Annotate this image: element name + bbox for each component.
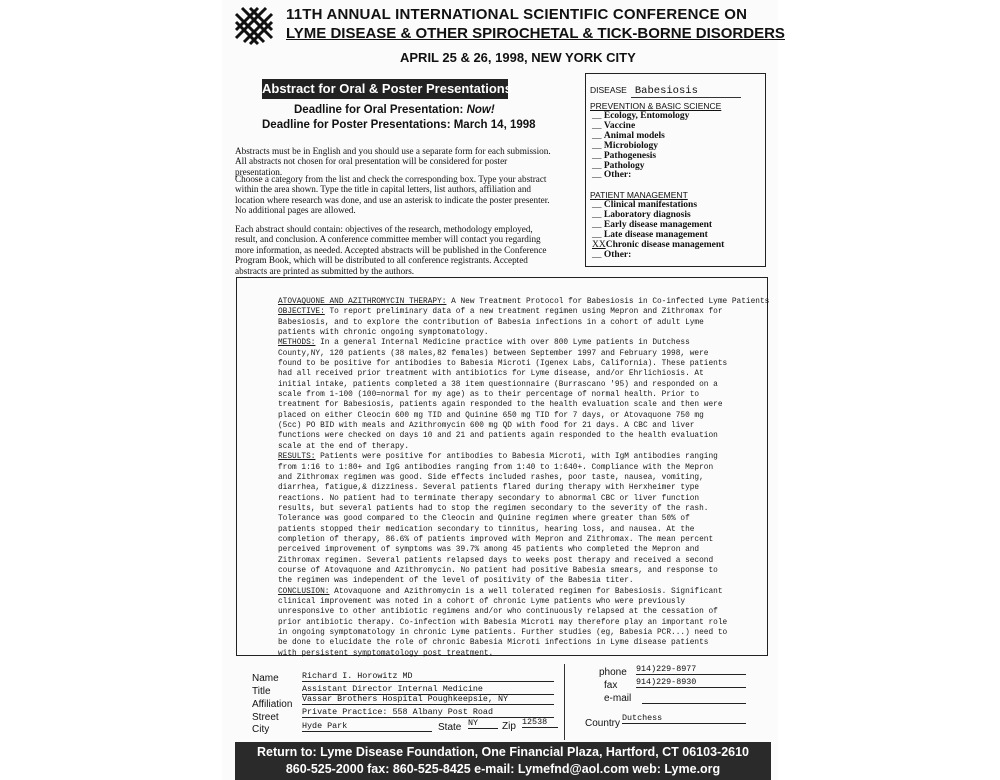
category-checkbox-item[interactable]: __ Pathogenesis	[592, 152, 689, 162]
instructions-paragraph-2: Choose a category from the list and check the corresponding box. Type your abstract within the area shown. Type the title in capital letters, list authors, affiliation and location where research was done, and use an asterisk to indicate the poster presenter. No additional pages are allowed.	[235, 174, 550, 216]
category-checkbox-item[interactable]: __ Ecology, Entomology	[592, 112, 689, 122]
email-label: e-mail	[604, 693, 632, 704]
disease-field	[590, 80, 741, 98]
category-checkbox-item[interactable]: __ Other:	[592, 171, 689, 181]
name-field[interactable]: Richard I. Horowitz MD	[302, 671, 554, 682]
return-address-footer	[235, 742, 771, 780]
abstract-text	[278, 297, 770, 659]
zip-field[interactable]: 12538	[522, 717, 558, 728]
instructions-paragraph-3: Each abstract should contain: objectives of the research, methodology employed, result, and conclusion. A conference committee member will contact you regarding more information, as needed. Accepted abstracts will be published in the Conference Program Book, which will be distributed to all conference registrants. Accepted abstracts are printed as submitted by the authors.	[235, 224, 547, 276]
abstract-title: ATOVAQUONE AND AZITHROMYCIN THERAPY: A New Treatment Protocol for Babesiosis in Co-infected Lyme Patients	[278, 298, 770, 306]
phone-label: phone	[599, 667, 627, 678]
abstract-conclusion: CONCLUSION: Atovaquone and Azithromycin is a well tolerated regimen for Babesiosis. Significant clinical improvement was noted in a cohort of chronic Lyme patients who were previously unresponsive to other antibiotic regimens and/or who continuously relapsed at the cessation of prior antibiotic therapy. Co-infection with Babesia Microti may therefore play an important role in ongoing symptomatology in chronic Lyme patients. Further studies (eg, Babesia PCR...) need to be done to elucidate the role of chronic Babesia Microti infections in Lyme disease patients with persistent symptomatology post treatment.	[278, 587, 728, 658]
state-field[interactable]: NY	[468, 718, 498, 729]
category-checkbox-item[interactable]: __ Laboratory diagnosis	[592, 211, 724, 221]
disease-label: DISEASE	[590, 85, 627, 95]
footer-contact: 860-525-2000 fax: 860-525-8425 e-mail: Lymefnd@aol.com web: Lyme.org	[285, 762, 721, 776]
category-checkbox-item[interactable]: __ Vaccine	[592, 122, 689, 132]
instructions-paragraph-1: Abstracts must be in English and you should use a separate form for each submission. All abstracts not chosen for oral presentation will be considered for poster presentation.	[235, 146, 551, 177]
conference-dates: APRIL 25 & 26, 1998, NEW YORK CITY	[400, 50, 636, 65]
prevention-title: PREVENTION & BASIC SCIENCE	[590, 101, 722, 111]
patient-management-title: PATIENT MANAGEMENT	[590, 190, 688, 200]
name-label: Name	[252, 673, 279, 684]
abstract-banner: Abstract for Oral & Poster Presentations	[262, 79, 508, 99]
category-checkbox-item[interactable]: __ Pathology	[592, 162, 689, 172]
poster-deadline: Deadline for Poster Presentations: March 14, 1998	[262, 119, 536, 131]
category-checkbox-item[interactable]: XX Chronic disease management	[592, 241, 724, 251]
prevention-checklist	[592, 112, 689, 181]
email-field[interactable]	[642, 693, 746, 704]
oral-deadline: Deadline for Oral Presentation: Now!	[294, 104, 495, 116]
country-field[interactable]: Dutchess	[622, 713, 746, 724]
fax-field[interactable]: 914)229-8930	[636, 677, 746, 688]
form-divider	[564, 664, 565, 740]
category-checkbox-item[interactable]: __ Late disease management	[592, 231, 724, 241]
conference-title-line2: LYME DISEASE & OTHER SPIROCHETAL & TICK-BORNE DISORDERS	[286, 25, 785, 42]
abstract-objective: OBJECTIVE: To report preliminary data of a new treatment regimen using Mepron and Zithromax for Babesiosis, and to explore the contribution of Babesia infections in a cohort of adult Lyme patients with chronic ongoing symptomatology.	[278, 308, 723, 338]
state-label: State	[438, 722, 462, 733]
conference-title-line1: 11TH ANNUAL INTERNATIONAL SCIENTIFIC CONFERENCE ON	[286, 6, 748, 23]
street-label: Street	[252, 712, 279, 723]
title-field[interactable]: Assistant Director Internal Medicine	[302, 684, 554, 695]
abstract-results: RESULTS: Patients were positive for antibodies to Babesia Microti, with IgM antibodies ranging from 1:16 to 1:80+ and IgG antibodies ranging from 1:40 to 1:640+. Compliance with the Mepron and Zithromax regimen was good. Side effects included rashes, poor taste, nausea, vomiting, diarrhea, fatigue,& dizziness. Several patients flared during therapy with Herxheimer type reactions. No patient had to terminate therapy secondary to abnormal CBC or liver function results, but several patients had to stop the regimen secondary to the severity of the rash. Tolerance was good compared to the Cleocin and Quinine regimen where greater than 50% of patients stopped their medication secondary to tinnitus, hearing loss, and nausea. At the completion of therapy, 86.6% of patients improved with Mepron and Zithromax. The mean percent perceived improvement of symptoms was 39.7% among 45 patients who completed the Mepron and Zithromax regimen. Several patients relapsed days to weeks post therapy and received a second course of Atovaquone and Azithromycin. No patient had positive Babesia smears, and response to the regimen was independent of the level of positivity of the Babesia titer.	[278, 453, 718, 586]
abstract-methods: METHODS: In a general Internal Medicine practice with over 800 Lyme patients in Dutchess County,NY, 120 patients (38 males,82 females) between September 1997 and February 1998, were found to be positive for antibodies to Babesia Microti (Igenex Labs, California). These patients had all received prior treatment with antibiotics for Lyme disease, and/or Ehrlichiosis. At initial intake, patients completed a 38 item questionnaire (Burrascano '95) and responded on a scale from 1-100 (100=normal for my age) as to their percentage of normal health. Prior to treatment for Babesiosis, patients again responded to the health evaluation scale and then were placed on either Cleocin 600 mg TID and Quinine 650 mg TID for 7 days, or Atovaquone 750 mg (5cc) PO BID with meals and Azithromycin 600 mg QD with food for 21 days. A CBC and liver functions were checked on days 10 and 21 and patients again responded to the health evaluation scale at the end of therapy.	[278, 339, 728, 451]
affiliation-field[interactable]: Vassar Brothers Hospital Poughkeepsie, NY	[302, 694, 554, 705]
patient-management-checklist	[592, 201, 724, 260]
street-field[interactable]: Private Practice: 558 Albany Post Road	[302, 707, 554, 718]
country-label: Country	[585, 718, 621, 729]
category-checkbox-item[interactable]: __ Animal models	[592, 132, 689, 142]
fax-label: fax	[604, 680, 618, 691]
city-field[interactable]: Hyde Park	[302, 721, 432, 732]
foundation-logo-icon	[234, 6, 274, 46]
zip-label: Zip	[502, 721, 516, 732]
category-checkbox-item[interactable]: __ Clinical manifestations	[592, 201, 724, 211]
category-checkbox-item[interactable]: __ Microbiology	[592, 142, 689, 152]
category-checkbox-item[interactable]: __ Other:	[592, 251, 724, 261]
title-label: Title	[252, 686, 271, 697]
category-checkbox-item[interactable]: __ Early disease management	[592, 221, 724, 231]
disease-value[interactable]: Babesiosis	[631, 85, 741, 98]
affiliation-label: Affiliation	[252, 699, 293, 710]
footer-address: Return to: Lyme Disease Foundation, One Financial Plaza, Hartford, CT 06103-2610	[256, 745, 750, 759]
city-label: City	[252, 724, 270, 735]
phone-field[interactable]: 914)229-8977	[636, 664, 746, 675]
